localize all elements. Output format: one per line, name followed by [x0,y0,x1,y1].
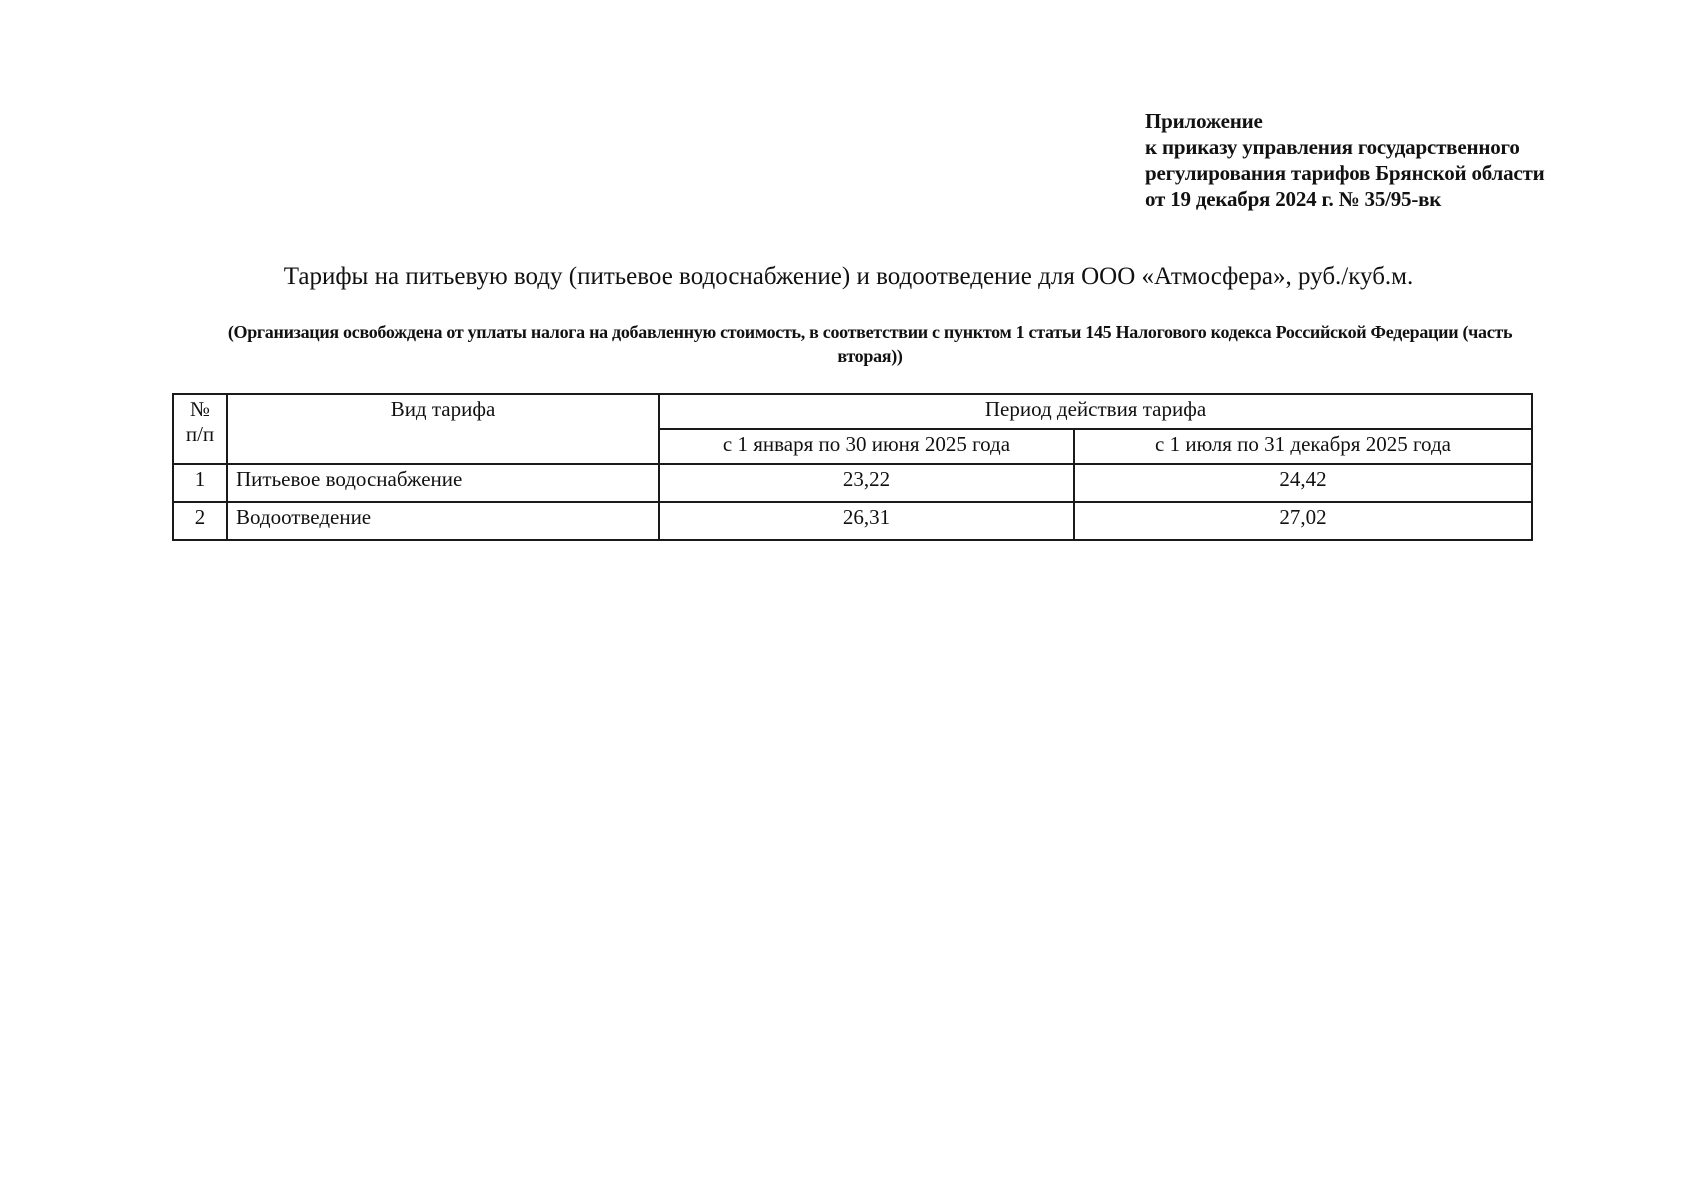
vat-note: (Организация освобождена от уплаты налога на добавленную стоимость, в соответствии с пунктом 1 статьи 145 Налогового кодекса Российской Федерации (часть вторая)) [227,322,1513,366]
row-value-period-2: 27,02 [1074,502,1532,540]
appendix-block [1145,108,1545,212]
table-header-row [173,394,1532,429]
table-row [173,502,1532,540]
tariff-table [172,393,1533,541]
row-num: 1 [173,464,227,502]
appendix-line-3: регулирования тарифов Брянской области [1145,161,1545,185]
appendix-line-2: к приказу управления государственного [1145,135,1520,159]
header-period-1: с 1 января по 30 июня 2025 года [659,429,1074,464]
document-title: Тарифы на питьевую воду (питьевое водоснабжение) и водоотведение для ООО «Атмосфера», руб./куб.м. [283,263,1414,290]
header-period-2: с 1 июля по 31 декабря 2025 года [1074,429,1532,464]
header-num: № п/п [173,394,227,464]
row-type: Питьевое водоснабжение [227,464,659,502]
row-value-period-1: 23,22 [659,464,1074,502]
row-num: 2 [173,502,227,540]
header-type: Вид тарифа [227,394,659,464]
row-value-period-1: 26,31 [659,502,1074,540]
appendix-line-4: от 19 декабря 2024 г. № 35/95-вк [1145,187,1442,211]
table-row [173,464,1532,502]
row-type: Водоотведение [227,502,659,540]
row-value-period-2: 24,42 [1074,464,1532,502]
header-period: Период действия тарифа [659,394,1532,429]
appendix-line-1: Приложение [1145,109,1263,133]
